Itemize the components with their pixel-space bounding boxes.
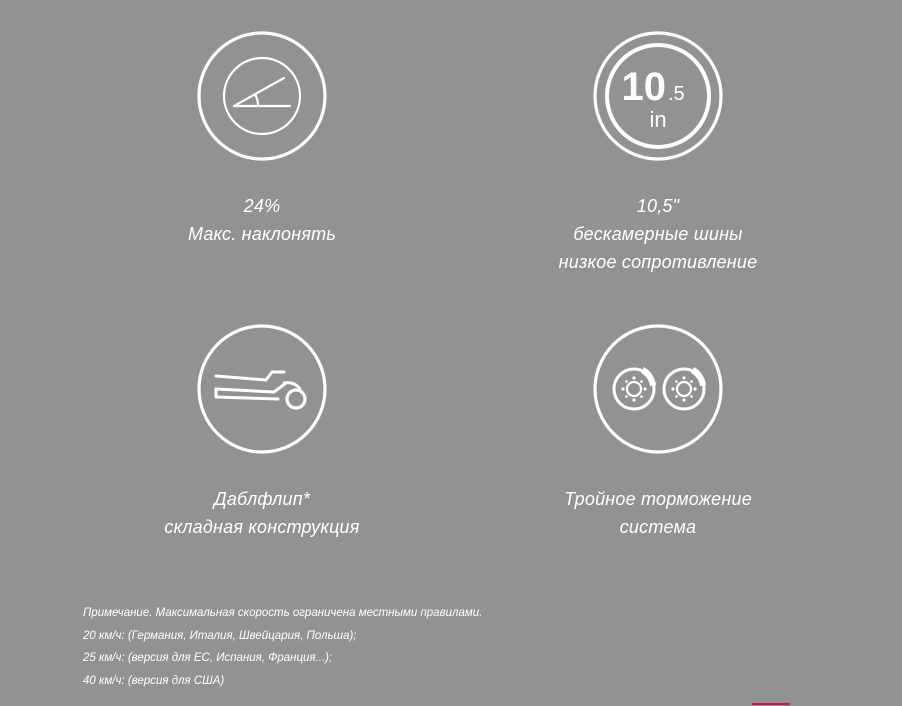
feature-caption	[458, 485, 858, 541]
brake-disc-right	[664, 367, 706, 409]
feature-value: 24%	[243, 196, 281, 216]
feature-tyres	[458, 30, 858, 272]
feature-max-grade	[62, 30, 462, 244]
tyre-size-decimal: .5	[668, 83, 685, 105]
feature-brakes	[458, 323, 858, 537]
feature-caption	[458, 192, 858, 276]
slope-angle-icon	[196, 30, 328, 162]
speed-limit-note	[83, 602, 482, 692]
feature-caption	[62, 485, 462, 541]
feature-label: складная конструкция	[164, 517, 360, 537]
folding-scooter-icon	[196, 323, 328, 455]
note-line: 25 км/ч: (версия для ЕС, Испания, Франция...);	[83, 652, 333, 664]
feature-folding	[62, 323, 462, 537]
note-line: Примечание. Максимальная скорость ограничена местными правилами.	[83, 607, 483, 619]
accent-divider	[752, 703, 790, 705]
feature-value: 10,5"	[636, 196, 680, 216]
feature-label-2: низкое сопротивление	[558, 252, 758, 272]
tyre-size-unit: in	[649, 107, 667, 132]
feature-label: бескамерные шины	[573, 224, 743, 244]
feature-value: Тройное торможение	[564, 489, 752, 509]
disc-brakes-icon	[592, 323, 724, 455]
feature-caption	[62, 192, 462, 248]
brake-disc-left	[614, 367, 656, 409]
feature-label: система	[619, 517, 697, 537]
note-line: 40 км/ч: (версия для США)	[83, 674, 225, 687]
tyre-size-icon	[592, 30, 724, 162]
feature-value: Даблфлип*	[213, 489, 311, 509]
note-line: 20 км/ч: (Германия, Италия, Швейцария, Польша);	[83, 629, 357, 642]
tyre-size-number: 10	[621, 65, 666, 109]
feature-label: Макс. наклонять	[187, 224, 337, 244]
